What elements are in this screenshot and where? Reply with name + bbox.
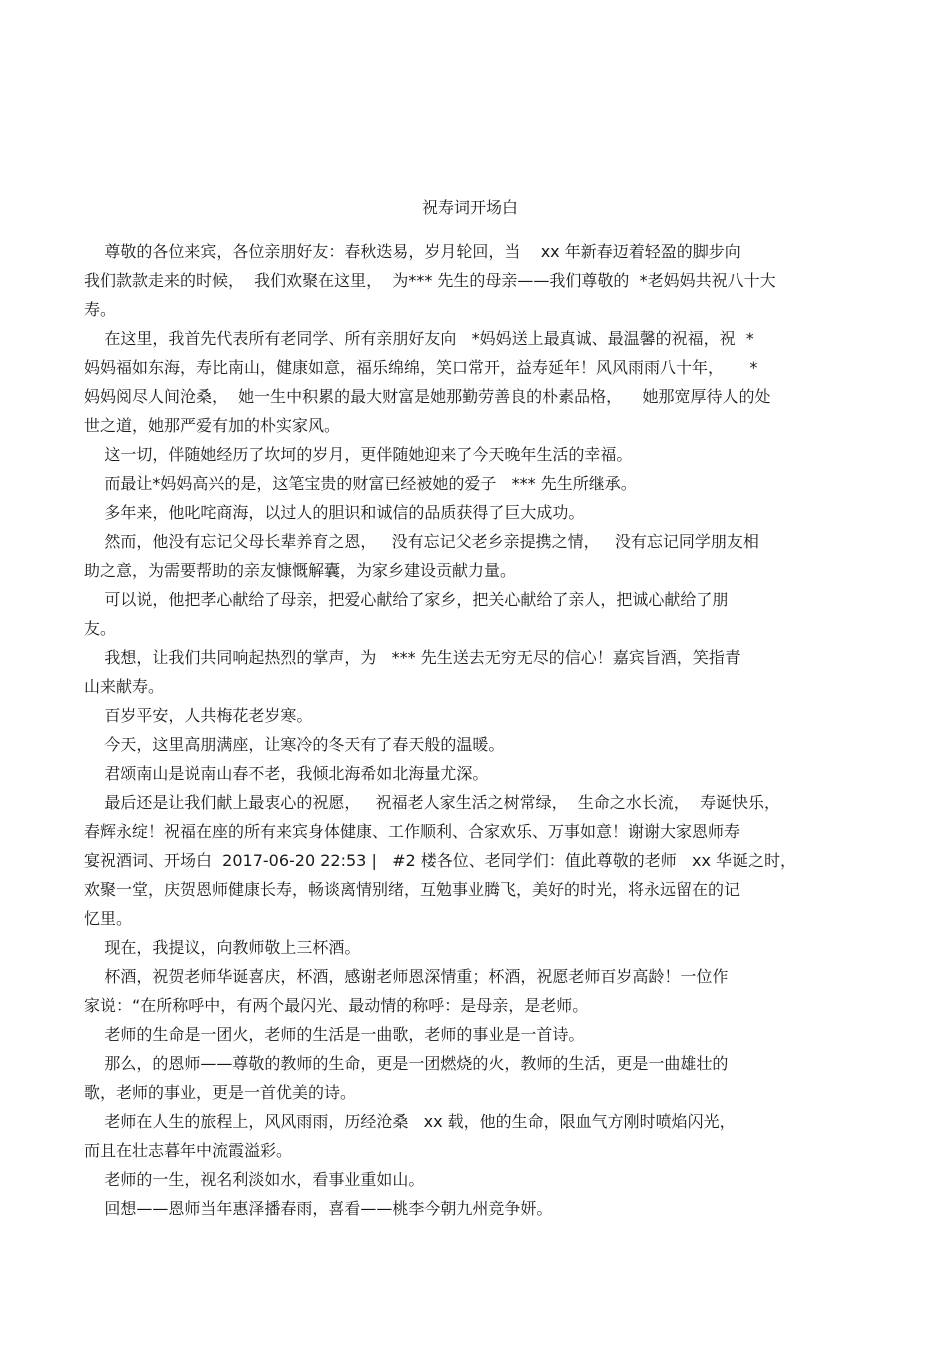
text-line: 在这里，我首先代表所有老同学、所有亲朋好友向 *妈妈送上最真诚、最温馨的祝福，祝 *	[84, 329, 754, 348]
paragraph	[84, 527, 860, 585]
text-line: 山来献寿。	[84, 677, 165, 696]
text-line: 最后还是让我们献上最衷心的祝愿， 祝福老人家生活之树常绿， 生命之水长流， 寿诞快乐，	[84, 793, 780, 812]
text-line: 百岁平安，人共梅花老岁寒。	[84, 706, 313, 725]
text-line: 妈妈福如东海，寿比南山，健康如意，福乐绵绵，笑口常开，益寿延年！风风雨雨八十年， *	[84, 358, 758, 377]
text-line: 我想，让我们共同响起热烈的掌声，为 *** 先生送去无穷无尽的信心！嘉宾旨酒，笑指青	[84, 648, 741, 667]
text-line: 春辉永绽！祝福在座的所有来宾身体健康、工作顺利、合家欢乐、万事如意！谢谢大家恩师寿	[84, 822, 741, 841]
paragraph	[84, 1020, 860, 1049]
text-line: 妈妈阅尽人间沧桑， 她一生中积累的最大财富是她那勤劳善良的朴素品格， 她那宽厚待人的处	[84, 387, 771, 406]
document-title: 祝寿词开场白	[421, 198, 518, 217]
text-line: 今天，这里高朋满座，让寒冷的冬天有了春天般的温暖。	[84, 735, 505, 754]
paragraph	[84, 1049, 860, 1107]
text-line: 宴祝酒词、开场白 2017-06-20 22:53 | #2 楼各位、老同学们：值此尊敬的老师 xx 华诞之时，	[84, 851, 797, 870]
paragraph	[84, 469, 860, 498]
text-line: 世之道，她那严爱有加的朴实家风。	[84, 416, 341, 435]
text-line: 助之意，为需要帮助的亲友慷慨解囊，为家乡建设贡献力量。	[84, 561, 517, 580]
text-line: 而最让*妈妈高兴的是，这笔宝贵的财富已经被她的爱子 *** 先生所继承。	[84, 474, 637, 493]
text-line: 友。	[84, 619, 117, 638]
paragraph	[84, 643, 860, 701]
text-line: 多年来，他叱咤商海，以过人的胆识和诚信的品质获得了巨大成功。	[84, 503, 585, 522]
text-line: 而且在壮志暮年中流霞溢彩。	[84, 1141, 293, 1160]
text-line: 歌，老师的事业，更是一首优美的诗。	[84, 1083, 357, 1102]
text-line: 回想——恩师当年惠泽播春雨，喜看——桃李今朝九州竞争妍。	[84, 1199, 553, 1218]
text-line: 这一切，伴随她经历了坎坷的岁月，更伴随她迎来了今天晚年生活的幸福。	[84, 445, 633, 464]
paragraph	[84, 440, 860, 469]
paragraph	[84, 585, 860, 643]
paragraph	[84, 788, 860, 933]
paragraph	[84, 933, 860, 962]
text-line: 那么，的恩师——尊敬的教师的生命，更是一团燃烧的火，教师的生活，更是一曲雄壮的	[84, 1054, 729, 1073]
paragraph	[84, 1165, 860, 1194]
text-line: 杯酒，祝贺老师华诞喜庆，杯酒，感谢老师恩深情重；杯酒，祝愿老师百岁高龄！一位作	[84, 967, 729, 986]
paragraph	[84, 498, 860, 527]
paragraph	[84, 237, 860, 324]
paragraph	[84, 701, 860, 730]
text-line: 尊敬的各位来宾，各位亲朋好友：春秋迭易，岁月轮回，当 xx 年新春迈着轻盈的脚步向	[84, 242, 741, 261]
text-line: 老师在人生的旅程上，风风雨雨，历经沧桑 xx 载，他的生命，限血气方刚时喷焰闪光，	[84, 1112, 736, 1131]
paragraph	[84, 962, 860, 1020]
paragraph	[84, 1194, 860, 1223]
text-line: 可以说，他把孝心献给了母亲，把爱心献给了家乡，把关心献给了亲人，把诚心献给了朋	[84, 590, 729, 609]
text-line: 家说：“在所称呼中，有两个最闪光、最动情的称呼：是母亲，是老师。	[84, 996, 589, 1015]
text-line: 忆里。	[84, 909, 133, 928]
text-line: 老师的一生，视名利淡如水，看事业重如山。	[84, 1170, 425, 1189]
text-line: 欢聚一堂，庆贺恩师健康长寿，畅谈离情别绪，互勉事业腾飞，美好的时光，将永远留在的记	[84, 880, 741, 899]
text-line: 现在，我提议，向教师敬上三杯酒。	[84, 938, 361, 957]
text-line: 我们款款走来的时候， 我们欢聚在这里， 为*** 先生的母亲——我们尊敬的 *老妈妈共祝八十大	[84, 271, 776, 290]
text-line: 然而，他没有忘记父母长辈养育之恩， 没有忘记父老乡亲提携之情， 没有忘记同学朋友相	[84, 532, 759, 551]
paragraph	[84, 324, 860, 440]
paragraph	[84, 759, 860, 788]
text-line: 老师的生命是一团火，老师的生活是一曲歌，老师的事业是一首诗。	[84, 1025, 585, 1044]
paragraph	[84, 1107, 860, 1165]
paragraph	[84, 730, 860, 759]
text-line: 寿。	[84, 300, 117, 319]
text-line: 君颂南山是说南山春不老，我倾北海希如北海量尤深。	[84, 764, 489, 783]
document-body	[84, 237, 860, 1223]
